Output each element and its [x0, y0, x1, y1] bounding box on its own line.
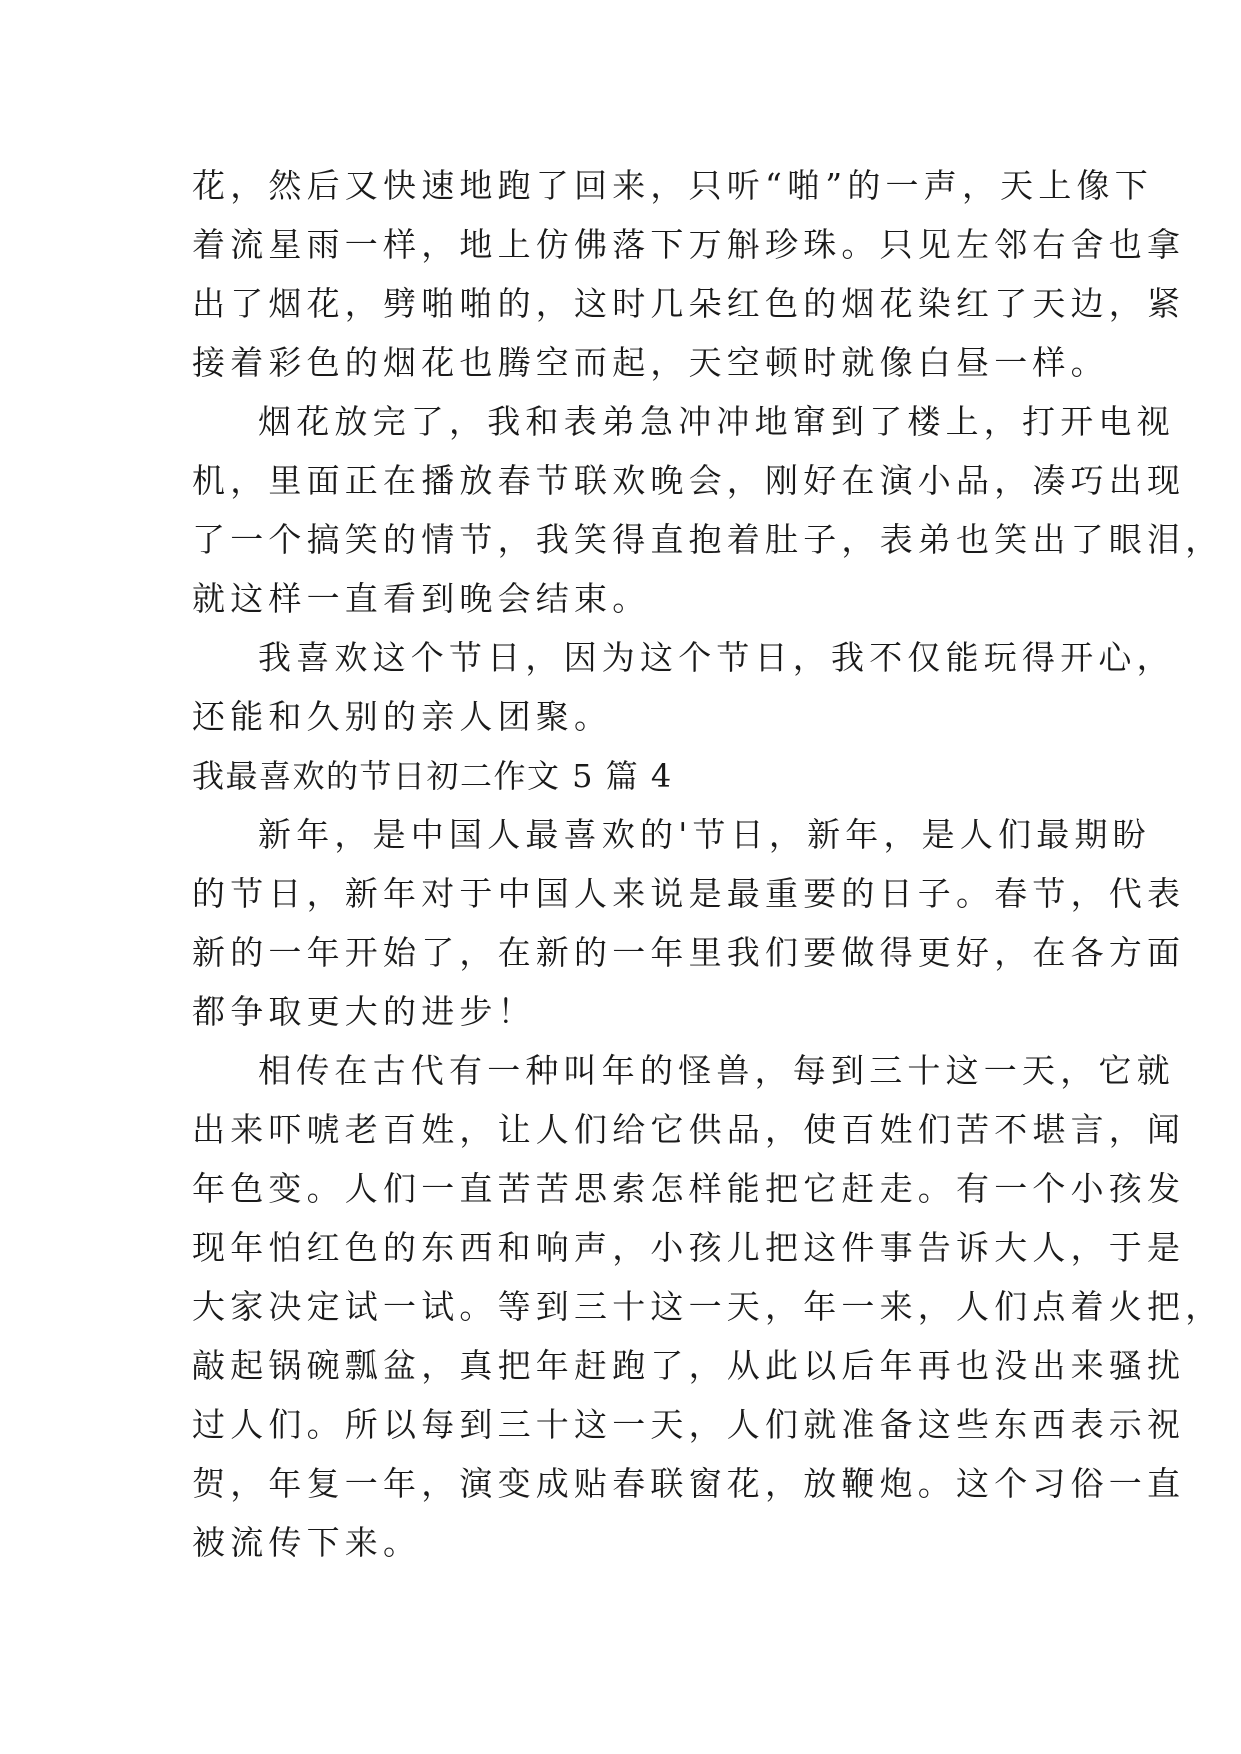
text-line: 就这样一直看到晚会结束。: [192, 579, 651, 618]
text-line: 了一个搞笑的情节，我笑得直抱着肚子，表弟也笑出了眼泪，: [192, 520, 1224, 559]
section-heading: 我最喜欢的节日初二作文 5 篇 4: [192, 757, 673, 795]
text-line: 出来吓唬老百姓，让人们给它供品，使百姓们苦不堪言，闻: [192, 1110, 1186, 1149]
text-line: 敲起锅碗瓢盆，真把年赶跑了，从此以后年再也没出来骚扰: [192, 1346, 1186, 1385]
text-line: 新的一年开始了，在新的一年里我们要做得更好，在各方面: [192, 933, 1186, 972]
text-line: 都争取更大的进步！: [192, 992, 536, 1031]
text-line: 被流传下来。: [192, 1523, 422, 1562]
text-line: 现年怕红色的东西和响声，小孩儿把这件事告诉大人，于是: [192, 1228, 1186, 1267]
paragraph-first-line: 烟花放完了，我和表弟急冲冲地窜到了楼上，打开电视: [258, 402, 1175, 441]
text-line: 接着彩色的烟花也腾空而起，天空顿时就像白昼一样。: [192, 343, 1109, 382]
text-line: 机，里面正在播放春节联欢晚会，刚好在演小品，凑巧出现: [192, 461, 1186, 500]
paragraph-first-line: 相传在古代有一种叫年的怪兽，每到三十这一天，它就: [258, 1051, 1175, 1090]
text-line: 过人们。所以每到三十这一天，人们就准备这些东西表示祝: [192, 1405, 1186, 1444]
paragraph-first-line: 我喜欢这个节日，因为这个节日，我不仅能玩得开心，: [258, 638, 1175, 677]
text-line: 出了烟花，劈啪啪的，这时几朵红色的烟花染红了天边，紧: [192, 284, 1186, 323]
text-line: 贺，年复一年，演变成贴春联窗花，放鞭炮。这个习俗一直: [192, 1464, 1186, 1503]
text-line: 的节日，新年对于中国人来说是最重要的日子。春节，代表: [192, 874, 1186, 913]
text-line: 花，然后又快速地跑了回来，只听“啪”的一声，天上像下: [192, 166, 1153, 205]
text-line: 年色变。人们一直苦苦思索怎样能把它赶走。有一个小孩发: [192, 1169, 1186, 1208]
text-line: 还能和久别的亲人团聚。: [192, 697, 613, 736]
text-line: 着流星雨一样，地上仿佛落下万斛珍珠。只见左邻右舍也拿: [192, 225, 1186, 264]
paragraph-first-line: 新年，是中国人最喜欢的'节日，新年，是人们最期盼: [258, 815, 1151, 854]
text-line: 大家决定试一试。等到三十这一天，年一来，人们点着火把，: [192, 1287, 1224, 1326]
